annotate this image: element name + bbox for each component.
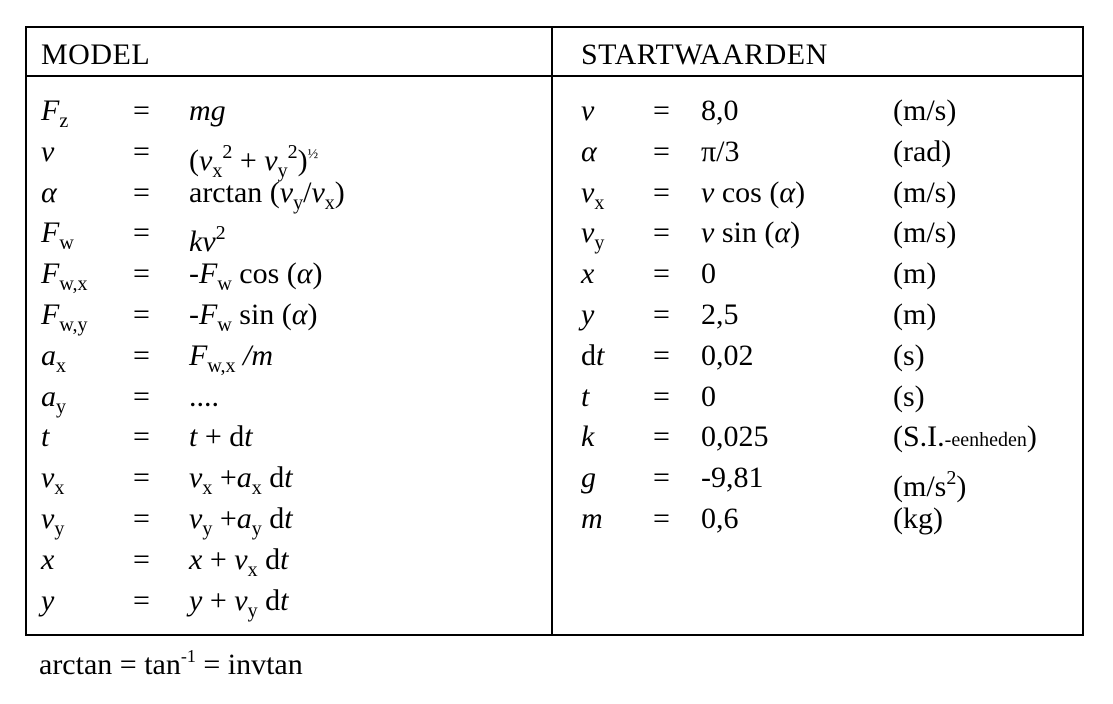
model-row: $v_x$ = $v_x +a_x$ dt — [41, 461, 293, 500]
start-row: g = -9,81 $(m/s^2)$ — [581, 461, 967, 504]
model-header: MODEL — [41, 38, 151, 71]
model-row: v = $(v_x^2 + v_y^2)^{\frac{1}{2}}$ — [41, 134, 319, 182]
start-row: dt = 0,02 (s) — [581, 338, 925, 372]
column-divider — [551, 28, 553, 634]
start-row: m = 0,6 (kg) — [581, 501, 943, 535]
model-row: t = t + dt — [41, 420, 253, 454]
model-row: $v_y$ = $v_y +a_y$ dt — [41, 501, 293, 540]
start-row: v = 8,0 (m/s) — [581, 94, 957, 127]
start-row: $v_x$ = v cos (α) (m/s) — [581, 175, 957, 214]
startwaarden-header: STARTWAARDEN — [581, 38, 828, 71]
header-divider — [27, 75, 1082, 77]
model-row: $F_w$ = $kv^2$ — [41, 216, 226, 259]
start-row: α = π/3 (rad) — [581, 134, 952, 168]
start-row: k = 0,025 (S.I.-eenheden) — [581, 420, 1037, 454]
model-row: $F_{w,y}$ = $-F_w$ sin (α) — [41, 297, 318, 336]
start-row: $v_y$ = v sin (α) (m/s) — [581, 216, 957, 255]
model-row: $a_y$ = .... — [41, 379, 219, 418]
equation-table — [25, 26, 1084, 636]
model-column — [41, 91, 541, 621]
start-row: y = 2,5 (m) — [581, 297, 937, 331]
start-row: t = 0 (s) — [581, 379, 925, 413]
model-row: $F_{w,x}$ = $-F_w$ cos (α) — [41, 257, 323, 296]
model-row: $F_z$ = mg — [41, 94, 226, 132]
start-row: x = 0 (m) — [581, 257, 937, 291]
model-row: y = $y + v_y$ dt — [41, 583, 289, 622]
model-row: x = $x + v_x$ dt — [41, 542, 289, 581]
model-row: α = $\arctan (v_y/v_x)$ — [41, 175, 345, 214]
model-row: $a_x$ = $F_{w,x}$ /m — [41, 338, 273, 377]
arctan-footnote: $\arctan = \tan^{-1} = invtan$ — [39, 646, 303, 681]
startwaarden-column — [581, 91, 1081, 540]
